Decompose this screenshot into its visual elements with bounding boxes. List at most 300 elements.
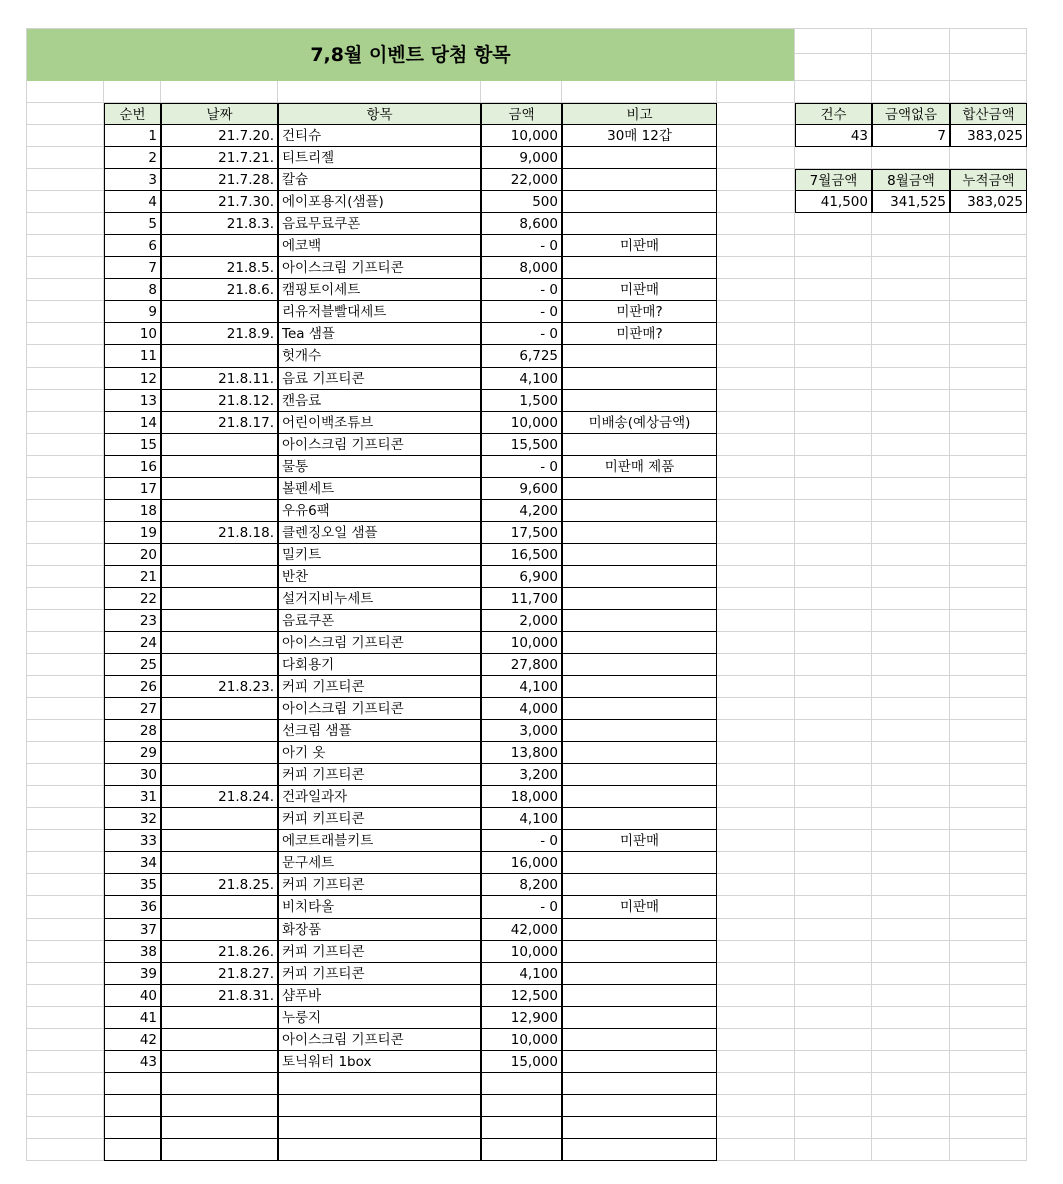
summary-count[interactable]: 43 bbox=[795, 125, 872, 147]
row-item[interactable]: 커피 기프티콘 bbox=[278, 874, 481, 896]
empty-cell[interactable] bbox=[104, 1073, 161, 1095]
row-number[interactable]: 1 bbox=[104, 125, 161, 147]
row-number[interactable]: 35 bbox=[104, 874, 161, 896]
row-amount[interactable]: 9,000 bbox=[481, 147, 562, 169]
summary-july-amount[interactable]: 41,500 bbox=[795, 191, 872, 213]
row-date[interactable]: 21.8.11. bbox=[161, 368, 278, 390]
row-note[interactable] bbox=[562, 742, 717, 764]
row-item[interactable]: 다회용기 bbox=[278, 654, 481, 676]
row-number[interactable]: 34 bbox=[104, 852, 161, 874]
row-number[interactable]: 33 bbox=[104, 830, 161, 852]
row-note[interactable] bbox=[562, 566, 717, 588]
row-date[interactable]: 21.8.5. bbox=[161, 257, 278, 279]
grid-cell bbox=[717, 191, 795, 213]
row-item[interactable]: 커피 기프티콘 bbox=[278, 764, 481, 786]
row-number[interactable]: 9 bbox=[104, 301, 161, 323]
row-date[interactable]: 21.8.27. bbox=[161, 963, 278, 985]
row-number[interactable]: 17 bbox=[104, 478, 161, 500]
row-item[interactable]: 아이스크림 기프티콘 bbox=[278, 434, 481, 456]
row-number[interactable]: 37 bbox=[104, 919, 161, 941]
row-item[interactable]: 샴푸바 bbox=[278, 985, 481, 1007]
row-amount[interactable]: - 0 bbox=[481, 279, 562, 301]
grid-cell bbox=[872, 786, 950, 808]
header-august-amount: 8월금액 bbox=[872, 169, 950, 191]
row-amount[interactable]: 10,000 bbox=[481, 125, 562, 147]
empty-cell[interactable] bbox=[104, 1139, 161, 1161]
row-note[interactable] bbox=[562, 786, 717, 808]
row-date[interactable] bbox=[161, 1029, 278, 1051]
grid-cell bbox=[950, 874, 1027, 896]
row-date[interactable]: 21.8.24. bbox=[161, 786, 278, 808]
row-number[interactable]: 41 bbox=[104, 1007, 161, 1029]
row-amount[interactable]: 10,000 bbox=[481, 941, 562, 963]
grid-cell bbox=[26, 81, 104, 103]
row-item[interactable]: 밀키트 bbox=[278, 544, 481, 566]
grid-cell bbox=[717, 896, 795, 919]
grid-cell bbox=[950, 1073, 1027, 1095]
grid-cell bbox=[795, 412, 872, 434]
empty-cell[interactable] bbox=[104, 1095, 161, 1117]
row-amount[interactable]: 15,000 bbox=[481, 1051, 562, 1073]
summary-total[interactable]: 383,025 bbox=[950, 125, 1027, 147]
row-note[interactable] bbox=[562, 147, 717, 169]
row-note[interactable] bbox=[562, 169, 717, 191]
row-note[interactable] bbox=[562, 720, 717, 742]
row-amount[interactable]: 4,100 bbox=[481, 963, 562, 985]
row-number[interactable]: 43 bbox=[104, 1051, 161, 1073]
grid-cell bbox=[795, 147, 872, 169]
row-item[interactable]: 음료 기프티콘 bbox=[278, 368, 481, 390]
row-amount[interactable]: 10,000 bbox=[481, 1029, 562, 1051]
header-count: 건수 bbox=[795, 103, 872, 125]
row-item[interactable]: 우유6팩 bbox=[278, 500, 481, 522]
row-item[interactable]: 캔음료 bbox=[278, 390, 481, 412]
row-amount[interactable]: 11,700 bbox=[481, 588, 562, 610]
empty-cell[interactable] bbox=[481, 1073, 562, 1095]
row-number[interactable]: 5 bbox=[104, 213, 161, 235]
row-note[interactable]: 미판매 bbox=[562, 896, 717, 919]
empty-cell[interactable] bbox=[481, 1095, 562, 1117]
empty-cell[interactable] bbox=[161, 1117, 278, 1139]
row-date[interactable]: 21.8.17. bbox=[161, 412, 278, 434]
row-item[interactable]: 화장품 bbox=[278, 919, 481, 941]
row-number[interactable]: 2 bbox=[104, 147, 161, 169]
row-amount[interactable]: 8,200 bbox=[481, 874, 562, 896]
row-amount[interactable]: 2,000 bbox=[481, 610, 562, 632]
row-number[interactable]: 12 bbox=[104, 368, 161, 390]
row-date[interactable]: 21.8.26. bbox=[161, 941, 278, 963]
row-amount[interactable]: 3,200 bbox=[481, 764, 562, 786]
row-note[interactable]: 30매 12갑 bbox=[562, 125, 717, 147]
row-note[interactable] bbox=[562, 610, 717, 632]
row-item[interactable]: 반찬 bbox=[278, 566, 481, 588]
grid-cell bbox=[26, 566, 104, 588]
row-number[interactable]: 30 bbox=[104, 764, 161, 786]
row-item[interactable]: 건과일과자 bbox=[278, 786, 481, 808]
grid-cell bbox=[950, 28, 1027, 54]
grid-cell bbox=[26, 830, 104, 852]
row-amount[interactable]: 12,900 bbox=[481, 1007, 562, 1029]
grid-cell bbox=[872, 874, 950, 896]
empty-cell[interactable] bbox=[161, 1095, 278, 1117]
grid-cell bbox=[872, 323, 950, 345]
row-date[interactable]: 21.8.3. bbox=[161, 213, 278, 235]
row-amount[interactable]: 42,000 bbox=[481, 919, 562, 941]
row-item[interactable]: 에코백 bbox=[278, 235, 481, 257]
row-amount[interactable]: 6,900 bbox=[481, 566, 562, 588]
grid-cell bbox=[872, 1073, 950, 1095]
row-amount[interactable]: - 0 bbox=[481, 830, 562, 852]
row-date[interactable]: 21.8.25. bbox=[161, 874, 278, 896]
row-date[interactable] bbox=[161, 500, 278, 522]
grid-cell bbox=[950, 566, 1027, 588]
grid-cell bbox=[950, 544, 1027, 566]
row-number[interactable]: 10 bbox=[104, 323, 161, 345]
row-date[interactable]: 21.8.23. bbox=[161, 676, 278, 698]
grid-cell bbox=[872, 852, 950, 874]
row-item[interactable]: 물통 bbox=[278, 456, 481, 478]
grid-cell bbox=[795, 1029, 872, 1051]
grid-cell bbox=[717, 1029, 795, 1051]
grid-cell bbox=[950, 1139, 1027, 1161]
grid-cell bbox=[26, 698, 104, 720]
row-number[interactable]: 4 bbox=[104, 191, 161, 213]
row-amount[interactable]: 4,100 bbox=[481, 808, 562, 830]
row-amount[interactable]: 17,500 bbox=[481, 522, 562, 544]
row-note[interactable]: 미판매? bbox=[562, 301, 717, 323]
row-amount[interactable]: - 0 bbox=[481, 235, 562, 257]
grid-cell bbox=[717, 632, 795, 654]
row-item[interactable]: 리유저블빨대세트 bbox=[278, 301, 481, 323]
row-item[interactable]: 헛개수 bbox=[278, 345, 481, 368]
row-amount[interactable]: 500 bbox=[481, 191, 562, 213]
row-number[interactable]: 15 bbox=[104, 434, 161, 456]
row-date[interactable] bbox=[161, 742, 278, 764]
grid-cell bbox=[795, 54, 872, 81]
row-amount[interactable]: - 0 bbox=[481, 896, 562, 919]
grid-cell bbox=[795, 28, 872, 54]
empty-cell[interactable] bbox=[161, 1139, 278, 1161]
row-date[interactable] bbox=[161, 588, 278, 610]
grid-cell bbox=[717, 676, 795, 698]
header-total: 합산금액 bbox=[950, 103, 1027, 125]
row-amount[interactable]: 12,500 bbox=[481, 985, 562, 1007]
row-item[interactable]: 커피 키프티콘 bbox=[278, 808, 481, 830]
row-item[interactable]: 선크림 샘플 bbox=[278, 720, 481, 742]
row-item[interactable]: 에코트래블키트 bbox=[278, 830, 481, 852]
row-number[interactable]: 42 bbox=[104, 1029, 161, 1051]
row-item[interactable]: 아이스크림 기프티콘 bbox=[278, 632, 481, 654]
row-note[interactable] bbox=[562, 478, 717, 500]
row-number[interactable]: 36 bbox=[104, 896, 161, 919]
row-amount[interactable]: 9,600 bbox=[481, 478, 562, 500]
row-amount[interactable]: 27,800 bbox=[481, 654, 562, 676]
row-date[interactable]: 21.8.18. bbox=[161, 522, 278, 544]
row-amount[interactable]: 22,000 bbox=[481, 169, 562, 191]
grid-cell bbox=[872, 1029, 950, 1051]
row-note[interactable] bbox=[562, 191, 717, 213]
row-note[interactable] bbox=[562, 698, 717, 720]
grid-cell bbox=[717, 301, 795, 323]
row-amount[interactable]: 4,100 bbox=[481, 368, 562, 390]
row-note[interactable] bbox=[562, 1007, 717, 1029]
grid-cell bbox=[26, 323, 104, 345]
row-item[interactable]: 커피 기프티콘 bbox=[278, 963, 481, 985]
row-item[interactable]: 아이스크림 기프티콘 bbox=[278, 257, 481, 279]
row-amount[interactable]: 10,000 bbox=[481, 412, 562, 434]
row-number[interactable]: 31 bbox=[104, 786, 161, 808]
empty-cell[interactable] bbox=[562, 1073, 717, 1095]
row-note[interactable] bbox=[562, 852, 717, 874]
row-date[interactable]: 21.7.21. bbox=[161, 147, 278, 169]
row-amount[interactable]: 13,800 bbox=[481, 742, 562, 764]
empty-cell[interactable] bbox=[161, 1073, 278, 1095]
row-date[interactable] bbox=[161, 830, 278, 852]
row-number[interactable]: 11 bbox=[104, 345, 161, 368]
row-note[interactable] bbox=[562, 654, 717, 676]
grid-cell bbox=[717, 1139, 795, 1161]
row-item[interactable]: 티트리젤 bbox=[278, 147, 481, 169]
row-number[interactable]: 18 bbox=[104, 500, 161, 522]
row-number[interactable]: 7 bbox=[104, 257, 161, 279]
row-date[interactable]: 21.8.9. bbox=[161, 323, 278, 345]
row-note[interactable]: 미판매 bbox=[562, 830, 717, 852]
row-number[interactable]: 3 bbox=[104, 169, 161, 191]
row-note[interactable] bbox=[562, 345, 717, 368]
row-date[interactable] bbox=[161, 896, 278, 919]
grid-cell bbox=[950, 830, 1027, 852]
row-number[interactable]: 40 bbox=[104, 985, 161, 1007]
grid-cell bbox=[950, 279, 1027, 301]
row-number[interactable]: 38 bbox=[104, 941, 161, 963]
row-note[interactable] bbox=[562, 985, 717, 1007]
row-amount[interactable]: 6,725 bbox=[481, 345, 562, 368]
summary-cumulative-amount[interactable]: 383,025 bbox=[950, 191, 1027, 213]
row-note[interactable] bbox=[562, 764, 717, 786]
summary-august-amount[interactable]: 341,525 bbox=[872, 191, 950, 213]
row-number[interactable]: 14 bbox=[104, 412, 161, 434]
row-item[interactable]: 음료쿠폰 bbox=[278, 610, 481, 632]
empty-cell[interactable] bbox=[481, 1139, 562, 1161]
row-amount[interactable]: - 0 bbox=[481, 456, 562, 478]
grid-cell bbox=[795, 544, 872, 566]
row-note[interactable] bbox=[562, 588, 717, 610]
grid-cell bbox=[717, 368, 795, 390]
row-note[interactable] bbox=[562, 390, 717, 412]
row-number[interactable]: 32 bbox=[104, 808, 161, 830]
empty-cell[interactable] bbox=[278, 1073, 481, 1095]
grid-cell bbox=[872, 434, 950, 456]
grid-cell bbox=[872, 720, 950, 742]
grid-cell bbox=[717, 257, 795, 279]
row-amount[interactable]: 18,000 bbox=[481, 786, 562, 808]
row-number[interactable]: 22 bbox=[104, 588, 161, 610]
row-amount[interactable]: 16,000 bbox=[481, 852, 562, 874]
grid-cell bbox=[795, 698, 872, 720]
row-amount[interactable]: 4,100 bbox=[481, 676, 562, 698]
row-item[interactable]: 누룽지 bbox=[278, 1007, 481, 1029]
row-amount[interactable]: 16,500 bbox=[481, 544, 562, 566]
grid-cell bbox=[872, 566, 950, 588]
grid-cell bbox=[717, 345, 795, 368]
row-date[interactable] bbox=[161, 301, 278, 323]
row-amount[interactable]: 3,000 bbox=[481, 720, 562, 742]
row-date[interactable]: 21.7.20. bbox=[161, 125, 278, 147]
grid-cell bbox=[795, 742, 872, 764]
row-number[interactable]: 19 bbox=[104, 522, 161, 544]
row-date[interactable] bbox=[161, 1007, 278, 1029]
empty-cell[interactable] bbox=[278, 1139, 481, 1161]
row-number[interactable]: 39 bbox=[104, 963, 161, 985]
row-note[interactable] bbox=[562, 434, 717, 456]
grid-cell bbox=[26, 941, 104, 963]
grid-cell bbox=[872, 764, 950, 786]
grid-cell bbox=[26, 654, 104, 676]
row-item[interactable]: 건티슈 bbox=[278, 125, 481, 147]
grid-cell bbox=[717, 1007, 795, 1029]
row-date[interactable] bbox=[161, 720, 278, 742]
grid-cell bbox=[950, 323, 1027, 345]
grid-cell bbox=[795, 456, 872, 478]
row-item[interactable]: 커피 기프티콘 bbox=[278, 676, 481, 698]
row-number[interactable]: 13 bbox=[104, 390, 161, 412]
grid-cell bbox=[950, 676, 1027, 698]
row-date[interactable] bbox=[161, 654, 278, 676]
row-date[interactable] bbox=[161, 632, 278, 654]
row-date[interactable] bbox=[161, 478, 278, 500]
row-note[interactable] bbox=[562, 874, 717, 896]
row-note[interactable]: 미판매 제품 bbox=[562, 456, 717, 478]
empty-cell[interactable] bbox=[562, 1117, 717, 1139]
row-note[interactable] bbox=[562, 632, 717, 654]
row-amount[interactable]: 15,500 bbox=[481, 434, 562, 456]
row-number[interactable]: 21 bbox=[104, 566, 161, 588]
row-item[interactable]: 설거지비누세트 bbox=[278, 588, 481, 610]
empty-cell[interactable] bbox=[562, 1095, 717, 1117]
row-item[interactable]: 어린이백조튜브 bbox=[278, 412, 481, 434]
row-amount[interactable]: 8,000 bbox=[481, 257, 562, 279]
row-number[interactable]: 6 bbox=[104, 235, 161, 257]
row-amount[interactable]: 8,600 bbox=[481, 213, 562, 235]
row-amount[interactable]: 4,000 bbox=[481, 698, 562, 720]
row-date[interactable] bbox=[161, 345, 278, 368]
row-date[interactable] bbox=[161, 919, 278, 941]
row-amount[interactable]: - 0 bbox=[481, 301, 562, 323]
row-item[interactable]: 문구세트 bbox=[278, 852, 481, 874]
empty-cell[interactable] bbox=[481, 1117, 562, 1139]
row-note[interactable]: 미배송(예상금액) bbox=[562, 412, 717, 434]
row-note[interactable] bbox=[562, 808, 717, 830]
row-item[interactable]: 아기 옷 bbox=[278, 742, 481, 764]
row-number[interactable]: 23 bbox=[104, 610, 161, 632]
row-date[interactable] bbox=[161, 434, 278, 456]
row-note[interactable] bbox=[562, 213, 717, 235]
row-note[interactable] bbox=[562, 919, 717, 941]
row-item[interactable]: 볼펜세트 bbox=[278, 478, 481, 500]
row-number[interactable]: 16 bbox=[104, 456, 161, 478]
row-note[interactable] bbox=[562, 544, 717, 566]
grid-cell bbox=[481, 81, 562, 103]
row-item[interactable]: 아이스크림 기프티콘 bbox=[278, 698, 481, 720]
row-date[interactable]: 21.8.6. bbox=[161, 279, 278, 301]
row-date[interactable]: 21.7.28. bbox=[161, 169, 278, 191]
row-number[interactable]: 25 bbox=[104, 654, 161, 676]
row-note[interactable] bbox=[562, 257, 717, 279]
row-date[interactable]: 21.8.12. bbox=[161, 390, 278, 412]
row-item[interactable]: 비치타올 bbox=[278, 896, 481, 919]
empty-cell[interactable] bbox=[562, 1139, 717, 1161]
row-item[interactable]: 커피 기프티콘 bbox=[278, 941, 481, 963]
row-item[interactable]: 캠핑토이세트 bbox=[278, 279, 481, 301]
row-date[interactable]: 21.8.31. bbox=[161, 985, 278, 1007]
row-number[interactable]: 28 bbox=[104, 720, 161, 742]
row-note[interactable]: 미판매? bbox=[562, 323, 717, 345]
row-date[interactable] bbox=[161, 852, 278, 874]
row-number[interactable]: 26 bbox=[104, 676, 161, 698]
row-number[interactable]: 27 bbox=[104, 698, 161, 720]
empty-cell[interactable] bbox=[104, 1117, 161, 1139]
row-amount[interactable]: 10,000 bbox=[481, 632, 562, 654]
grid-cell bbox=[872, 1139, 950, 1161]
row-amount[interactable]: 4,200 bbox=[481, 500, 562, 522]
row-note[interactable]: 미판매 bbox=[562, 235, 717, 257]
row-item[interactable]: 에이포용지(샘플) bbox=[278, 191, 481, 213]
row-number[interactable]: 29 bbox=[104, 742, 161, 764]
row-note[interactable] bbox=[562, 500, 717, 522]
row-date[interactable] bbox=[161, 1051, 278, 1073]
grid-cell bbox=[950, 390, 1027, 412]
grid-cell bbox=[872, 963, 950, 985]
row-date[interactable] bbox=[161, 698, 278, 720]
row-date[interactable] bbox=[161, 764, 278, 786]
row-note[interactable]: 미판매 bbox=[562, 279, 717, 301]
grid-cell bbox=[26, 500, 104, 522]
grid-cell bbox=[26, 301, 104, 323]
row-note[interactable] bbox=[562, 1029, 717, 1051]
row-note[interactable] bbox=[562, 963, 717, 985]
row-item[interactable]: Tea 샘플 bbox=[278, 323, 481, 345]
row-date[interactable] bbox=[161, 235, 278, 257]
row-note[interactable] bbox=[562, 941, 717, 963]
row-amount[interactable]: - 0 bbox=[481, 323, 562, 345]
row-date[interactable]: 21.7.30. bbox=[161, 191, 278, 213]
row-note[interactable] bbox=[562, 1051, 717, 1073]
row-date[interactable] bbox=[161, 610, 278, 632]
row-amount[interactable]: 1,500 bbox=[481, 390, 562, 412]
row-item[interactable]: 아이스크림 기프티콘 bbox=[278, 1029, 481, 1051]
grid-cell bbox=[795, 323, 872, 345]
row-date[interactable] bbox=[161, 544, 278, 566]
row-note[interactable] bbox=[562, 676, 717, 698]
row-date[interactable] bbox=[161, 566, 278, 588]
row-date[interactable] bbox=[161, 808, 278, 830]
grid-cell bbox=[950, 852, 1027, 874]
row-item[interactable]: 음료무료쿠폰 bbox=[278, 213, 481, 235]
row-item[interactable]: 칼슘 bbox=[278, 169, 481, 191]
summary-no-amount[interactable]: 7 bbox=[872, 125, 950, 147]
empty-cell[interactable] bbox=[278, 1095, 481, 1117]
row-note[interactable] bbox=[562, 368, 717, 390]
row-date[interactable] bbox=[161, 456, 278, 478]
row-item[interactable]: 토닉워터 1box bbox=[278, 1051, 481, 1073]
row-number[interactable]: 20 bbox=[104, 544, 161, 566]
row-number[interactable]: 8 bbox=[104, 279, 161, 301]
empty-cell[interactable] bbox=[278, 1117, 481, 1139]
row-note[interactable] bbox=[562, 522, 717, 544]
grid-cell bbox=[717, 720, 795, 742]
row-number[interactable]: 24 bbox=[104, 632, 161, 654]
row-item[interactable]: 클렌징오일 샘플 bbox=[278, 522, 481, 544]
